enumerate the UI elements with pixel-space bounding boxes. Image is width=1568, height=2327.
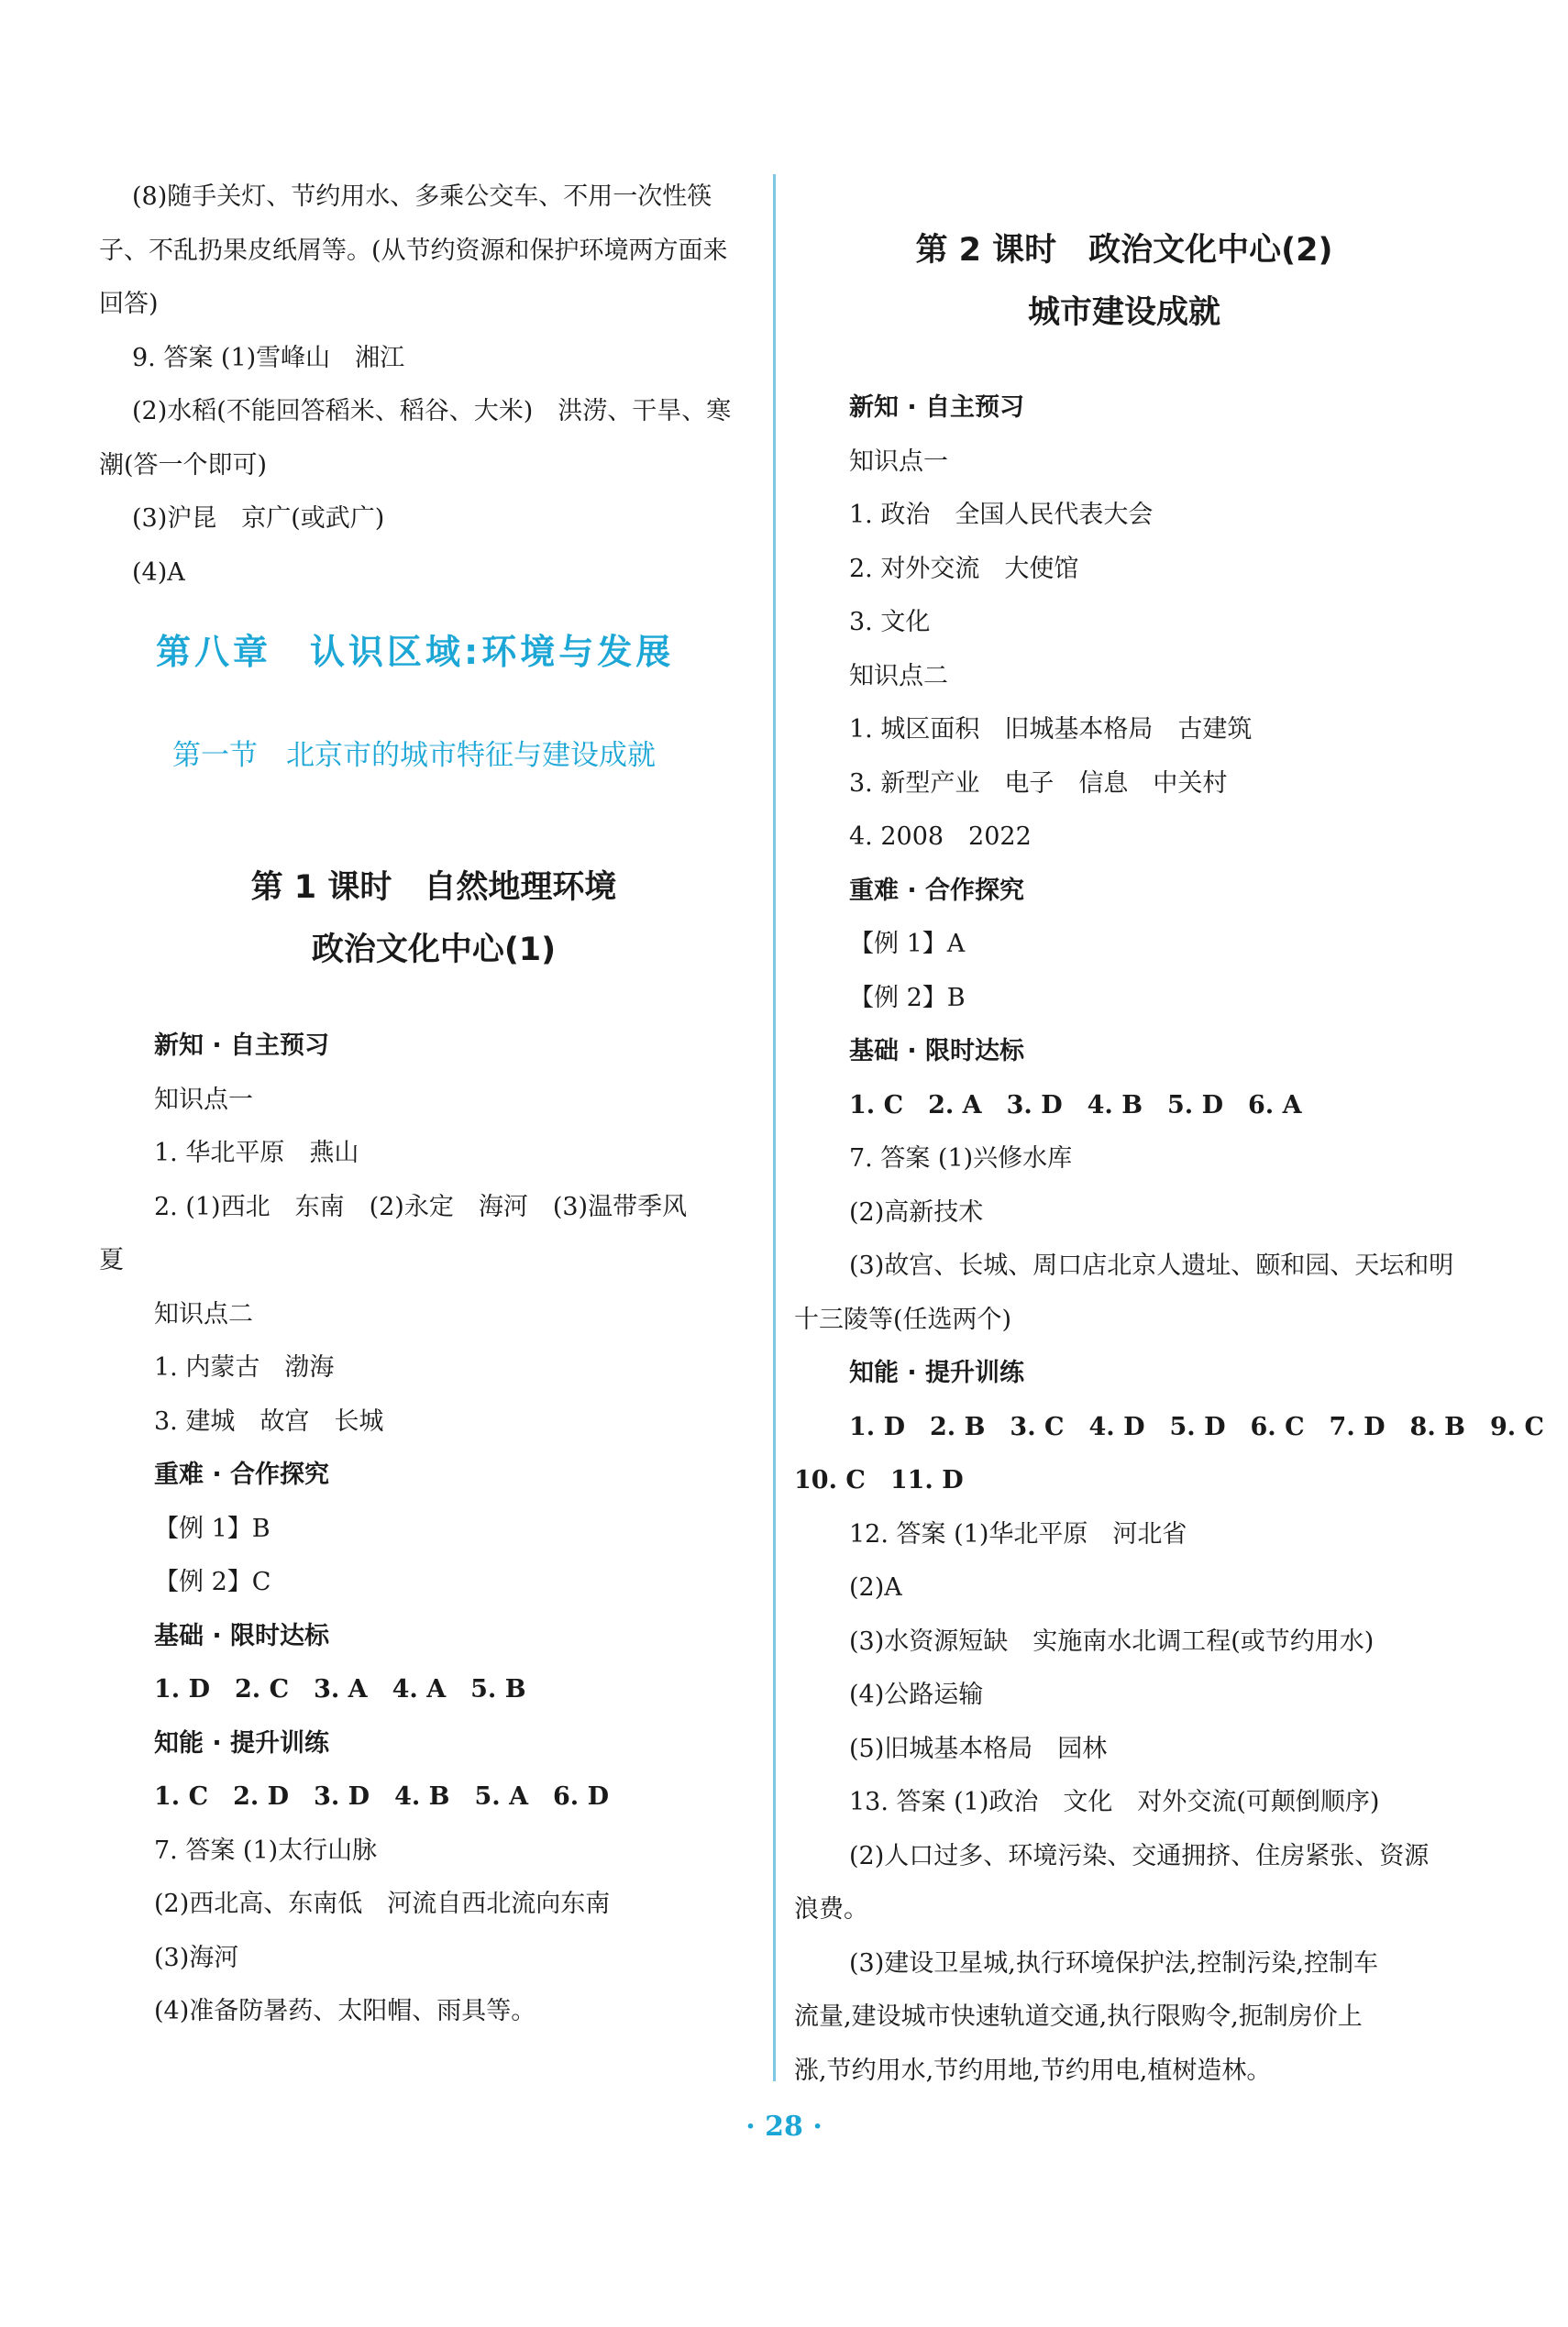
column-divider: [773, 174, 776, 2081]
knowledge-point-label: 知识点一: [154, 1086, 253, 1114]
answer-line: 4. 2008 2022: [849, 822, 1032, 851]
answer-line: 1. 华北平原 燕山: [154, 1139, 359, 1167]
page-number: · 28 ·: [745, 2111, 823, 2143]
subsection-heading: 知能 · 提升训练: [849, 1359, 1025, 1387]
text-line: 回答): [99, 290, 159, 318]
answer-line: 10. C 11. D: [794, 1466, 964, 1494]
answer-line: (2)A: [849, 1573, 902, 1602]
answer-line: 1. 城区面积 旧城基本格局 古建筑: [849, 715, 1253, 744]
lesson-title: 第 1 课时 自然地理环境: [250, 869, 617, 906]
subsection-heading: 新知 · 自主预习: [849, 393, 1025, 422]
example-answer: 【例 1】B: [154, 1515, 271, 1543]
text-line: (8)随手关灯、节约用水、多乘公交车、不用一次性筷: [132, 182, 712, 211]
answer-line: 3. 新型产业 电子 信息 中关村: [849, 769, 1228, 798]
answer-line: 13. 答案 (1)政治 文化 对外交流(可颠倒顺序): [849, 1788, 1380, 1816]
answer-line: 流量,建设城市快速轨道交通,执行限购令,扼制房价上: [794, 2002, 1363, 2031]
answer-line: 3. 建城 故宫 长城: [154, 1407, 384, 1436]
text-line: 潮(答一个即可): [99, 451, 268, 480]
answer-line: 1. C 2. A 3. D 4. B 5. D 6. A: [849, 1091, 1302, 1119]
text-line: (2)水稻(不能回答稻米、稻谷、大米) 洪涝、干旱、寒: [132, 397, 732, 425]
answer-line: 2. (1)西北 东南 (2)永定 海河 (3)温带季风: [154, 1193, 688, 1221]
answer-line: 1. D 2. B 3. C 4. D 5. D 6. C 7. D 8. B 9. C: [849, 1413, 1545, 1441]
text-line: 子、不乱扔果皮纸屑等。(从节约资源和保护环境两方面来: [99, 237, 728, 265]
subsection-heading: 新知 · 自主预习: [154, 1031, 330, 1060]
answer-line: (4)公路运输: [849, 1681, 984, 1709]
subsection-heading: 知能 · 提升训练: [154, 1729, 330, 1758]
answer-line: (2)高新技术: [849, 1198, 984, 1227]
answer-line: (3)海河: [154, 1944, 239, 1972]
chapter-title: 第八章 认识区域:环境与发展: [156, 632, 675, 672]
answer-line: 夏: [99, 1246, 124, 1274]
subsection-heading: 基础 · 限时达标: [154, 1622, 330, 1650]
answer-line: 7. 答案 (1)兴修水库: [849, 1144, 1073, 1173]
answer-line: 1. C 2. D 3. D 4. B 5. A 6. D: [154, 1782, 610, 1811]
answer-line: 1. D 2. C 3. A 4. A 5. B: [154, 1675, 526, 1704]
answer-line: (3)建设卫星城,执行环境保护法,控制污染,控制车: [849, 1949, 1378, 1978]
example-answer: 【例 2】B: [849, 984, 966, 1012]
answer-line: 7. 答案 (1)太行山脉: [154, 1836, 378, 1865]
answer-line: (2)西北高、东南低 河流自西北流向东南: [154, 1890, 611, 1918]
answer-line: (3)故宫、长城、周口店北京人遗址、颐和园、天坛和明: [849, 1252, 1454, 1280]
knowledge-point-label: 知识点一: [849, 447, 948, 476]
answer-line: 2. 对外交流 大使馆: [849, 555, 1079, 583]
answer-line: (2)人口过多、环境污染、交通拥挤、住房紧张、资源: [849, 1842, 1430, 1870]
answer-line: (5)旧城基本格局 园林: [849, 1735, 1108, 1763]
answer-line: 3. 文化: [849, 608, 931, 636]
subsection-heading: 重难 · 合作探究: [154, 1461, 330, 1489]
lesson-title: 第 2 课时 政治文化中心(2): [915, 232, 1333, 269]
answer-line: 1. 内蒙古 渤海: [154, 1353, 335, 1382]
text-line: 9. 答案 (1)雪峰山 湘江: [132, 344, 405, 372]
answer-line: 涨,节约用水,节约用地,节约用电,植树造林。: [794, 2057, 1272, 2085]
section-title: 第一节 北京市的城市特征与建设成就: [172, 739, 656, 772]
answer-line: 12. 答案 (1)华北平原 河北省: [849, 1520, 1187, 1549]
answer-line: 十三陵等(任选两个): [794, 1306, 1012, 1334]
answer-line: (4)准备防暑药、太阳帽、雨具等。: [154, 1997, 536, 2025]
answer-line: 浪费。: [794, 1895, 868, 1924]
text-line: (4)A: [132, 558, 185, 587]
lesson-subtitle: 城市建设成就: [1027, 294, 1220, 331]
example-answer: 【例 2】C: [154, 1568, 271, 1596]
answer-line: (3)水资源短缺 实施南水北调工程(或节约用水): [849, 1627, 1375, 1656]
answer-line: 1. 政治 全国人民代表大会: [849, 501, 1154, 529]
lesson-subtitle: 政治文化中心(1): [311, 932, 557, 968]
text-line: (3)沪昆 京广(或武广): [132, 504, 385, 533]
subsection-heading: 重难 · 合作探究: [849, 877, 1025, 905]
knowledge-point-label: 知识点二: [849, 662, 948, 690]
example-answer: 【例 1】A: [849, 930, 966, 958]
knowledge-point-label: 知识点二: [154, 1300, 253, 1329]
subsection-heading: 基础 · 限时达标: [849, 1037, 1025, 1065]
